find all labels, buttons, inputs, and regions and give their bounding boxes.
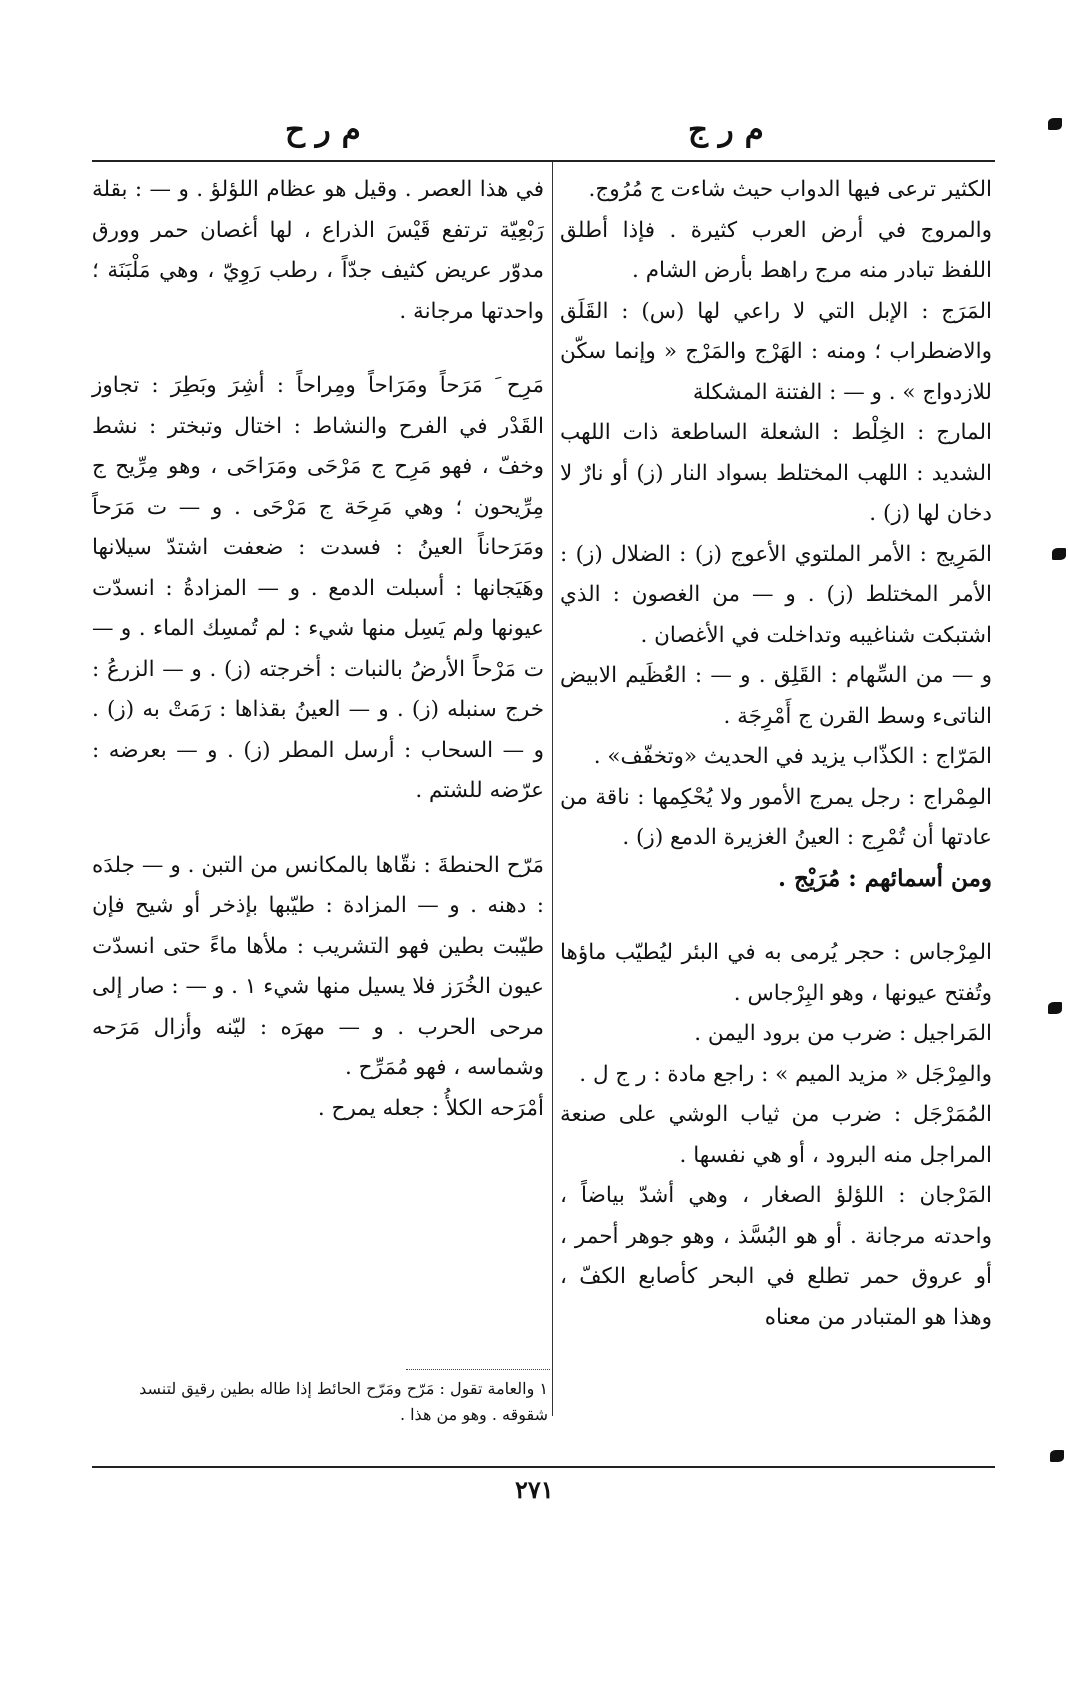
entry-al-marajil: المَراجيل : ضرب من برود اليمن . bbox=[694, 1021, 992, 1046]
entry-marrah: مَرّح الحنطةَ : نقّاها بالمكانس من التبن . و — جلدَه : دهنه . و — المزادة : طيّبها بإذخر أو شيح فإن طيّبت بطين فهو التشريب : ملأها ماءً حتى انسدّت عيون الخُرَز فلا يسيل منها شيء ١ . و — : صار إلى مرحى الحرب . و — مهرَه : ليّنه وأزال مَرَحه وشماسه ، فهو مُمَرِّح . bbox=[92, 852, 544, 1080]
entry-text: في هذا العصر . وقيل هو عظام اللؤلؤ . و — : بقلة رَبْعِيّة ترتفع قَيْسَ الذراع ، لها أغصان حمر وورق مدوّر عريض كثيف جدّاً ، رطب رَوِيّ ، وهي مَلْبَنَة ؛ واحدتها مرجانة . bbox=[92, 177, 544, 324]
footnote-text: ١ والعامة تقول : مَرّح ومَرّح الحائط إذا طاله بطين رقيق لتنسد شقوقه . وهو من هذا . bbox=[139, 1379, 548, 1424]
right-column bbox=[560, 170, 992, 1338]
entry-marih: مَرِح َ مَرَحاً ومَرَاحاً ومِراحاً : أشِرَ وبَطِرَ : تجاوز القَدْر في الفرح والنشاط : اختال وتبختر : نشط وخفّ ، فهو مَرِح ج مَرْحَى ومَرَاحَى ، وهو مِرِّيح ج مِرِّيحون ؛ وهي مَرِحَة ج مَرْحَى . و — ت مَرَحاً ومَرَحاناً العينُ : فسدت : ضعفت اشتدّ سيلانها وهَيَجانها : أسبلت الدمع . و — المزادةُ : انسدّت عيونها ولم يَسِل منها شيء : لم تُمسِك الماء . و — ت مَرْحاً الأرضُ بالنبات : أخرجته (ز) . و — الزرعُ : خرج سنبله (ز) . و — العينُ بقذاها : رَمَتْ به (ز) . و — السحاب : أرسل المطر (ز) . و — بعرضه : عرّضه للشتم . bbox=[92, 373, 544, 803]
edge-mark-icon bbox=[1048, 1002, 1062, 1014]
entry-al-maraj: المَرَج : الإبل التي لا راعي لها (س) : القَلَق والاضطراب ؛ ومنه : الهَرْج والمَرْج « وإنما سكّن للازدواج » . و — : الفتنة المشكلة bbox=[560, 298, 992, 405]
entry-names: ومن أسمائهم : مُرَيْج . bbox=[778, 864, 992, 892]
entry-al-mirjal: والمِرْجَل « مزيد الميم » : راجع مادة : ر ج ل . bbox=[579, 1061, 992, 1087]
edge-mark-icon bbox=[1052, 548, 1066, 560]
header-root-left: م ر ح bbox=[285, 112, 361, 148]
footnote bbox=[92, 1376, 548, 1428]
entry-text: و — من السِّهام : القَلِق . و — : العُظَيم الابيض الناتىء وسط القرن ج أَمْرِجَة . bbox=[560, 663, 992, 729]
entry-al-mimraj: المِمْراج : رجل يمرج الأمور ولا يُحْكِمها : ناقة من عادتها أن تُمْرِج : العينُ الغزيرة الدمع (ز) . bbox=[560, 784, 992, 850]
entry-al-marjan: المَرْجان : اللؤلؤ الصغار ، وهي أشدّ بياضاً ، واحدته مرجانة . أو هو البُسَّذ ، وهو جوهر أحمر ، أو عروق حمر تطلع في البحر كأصابع الكفّ ، وهذا هو المتبادر من معناه bbox=[560, 1183, 992, 1330]
entry-al-marij: المارج : الخِلْط : الشعلة الساطعة ذات اللهب الشديد : اللهب المختلط بسواد النار (ز) أو نارٌ لا دخان لها (ز) . bbox=[560, 420, 992, 526]
edge-mark-icon bbox=[1048, 118, 1062, 130]
top-rule bbox=[92, 160, 995, 162]
edge-mark-icon bbox=[1050, 1450, 1064, 1462]
entry-al-marraj: المَرّاج : الكذّاب يزيد في الحديث «وتخفّف» . bbox=[593, 744, 992, 769]
entry-al-mariij: المَرِيج : الأمر الملتوي الأعوج (ز) : الضلال (ز) : الأمر المختلط (ز) . و — من الغصون : الذي اشتبكت شناغيبه وتداخلت في الأغصان . bbox=[560, 541, 992, 648]
header-root-right: م ر ج bbox=[688, 112, 764, 148]
entry-text: الكثير ترعى فيها الدواب حيث شاءت ج مُرُوج. bbox=[588, 177, 992, 202]
column-divider bbox=[552, 162, 553, 1416]
page-number: ٢٧١ bbox=[515, 1475, 554, 1504]
entry-amrahah: أمْرَحه الكلأُ : جعله يمرح . bbox=[317, 1095, 544, 1121]
footnote-rule bbox=[406, 1369, 550, 1370]
entry-al-mumarjal: المُمَرْجَل : ضرب من ثياب الوشي على صنعة المراجل منه البرود ، أو هي نفسها . bbox=[560, 1102, 992, 1168]
bottom-rule bbox=[92, 1466, 995, 1468]
entry-text: والمروج في أرض العرب كثيرة . فإذا أطلق اللفظ تبادر منه مرج راهط بأرض الشام . bbox=[560, 217, 992, 283]
left-column bbox=[92, 170, 544, 1129]
entry-al-mirjas: المِرْجاس : حجر يُرمى به في البئر ليُطيّب ماؤها وتُفتح عيونها ، وهو البِرْجاس . bbox=[560, 940, 992, 1006]
